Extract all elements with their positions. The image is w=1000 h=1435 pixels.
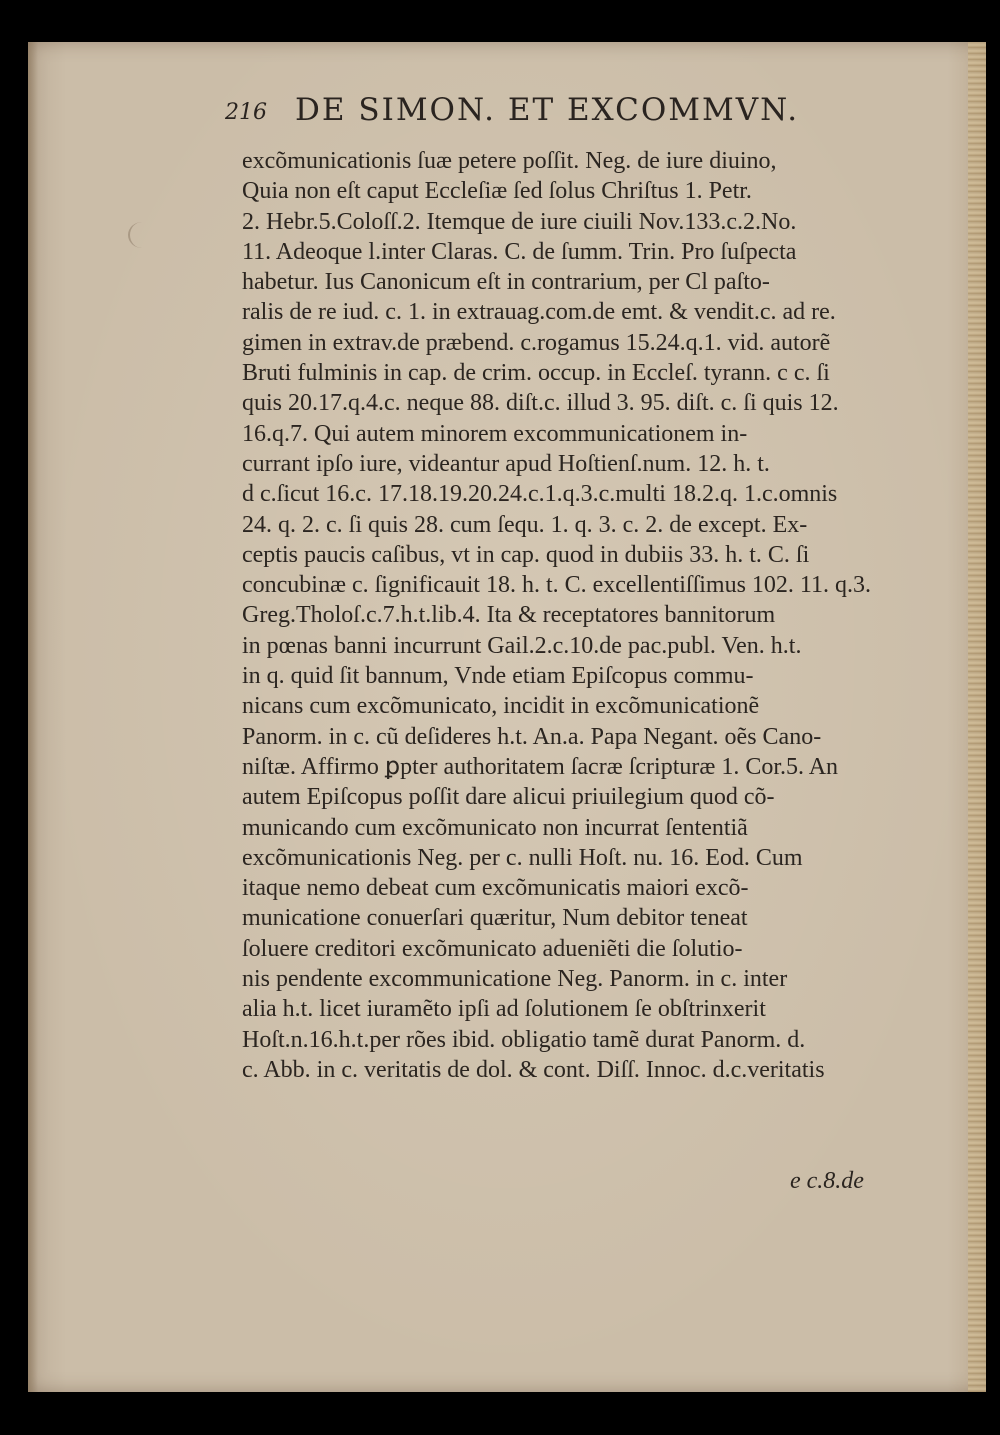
text-line: itaque nemo debeat cum excõmunicatis maiori excõ- xyxy=(242,875,749,902)
text-line: alia h.t. licet iuramẽto ipſi ad ſolutionem ſe obſtrinxerit xyxy=(242,996,766,1023)
text-line: currant ipſo iure, videantur apud Hoſtienſ.num. 12. h. t. xyxy=(242,450,770,477)
text-line: Greg.Tholoſ.c.7.h.t.lib.4. Ita & receptatores bannitorum xyxy=(242,602,776,629)
text-line: Bruti fulminis in cap. de crim. occup. in Eccleſ. tyrann. c c. ſi xyxy=(242,360,830,387)
text-line: ceptis paucis caſibus, vt in cap. quod in dubiis 33. h. t. C. ſi xyxy=(242,541,810,568)
text-line: municando cum excõmunicato non incurrat ſententiã xyxy=(242,814,748,841)
running-title: DE SIMON. ET EXCOMMVN. xyxy=(295,92,800,128)
page-gutter-shadow xyxy=(28,42,38,1392)
text-line: in pœnas banni incurrunt Gail.2.c.10.de pac.publ. Ven. h.t. xyxy=(242,632,802,659)
text-line: concubinæ c. ſignificauit 18. h. t. C. excellentiſſimus 102. 11. q.3. xyxy=(242,572,872,599)
page-number: 216 xyxy=(225,100,267,125)
body-text xyxy=(242,146,902,1085)
text-line: 2. Hebr.5.Coloſſ.2. Itemque de iure ciuili Nov.133.c.2.No. xyxy=(242,208,797,235)
catchword: e c.8.de xyxy=(790,1168,864,1194)
text-line: nis pendente excommunicatione Neg. Panorm. in c. inter xyxy=(242,966,788,993)
text-line: 16.q.7. Qui autem minorem excommunicationem in- xyxy=(242,420,748,447)
text-line: quis 20.17.q.4.c. neque 88. diſt.c. illud 3. 95. diſt. c. ſi quis 12. xyxy=(242,390,839,417)
text-line: autem Epiſcopus poſſit dare alicui priuilegium quod cõ- xyxy=(242,784,775,811)
text-line: ralis de re iud. c. 1. in extrauag.com.de emt. & vendit.c. ad re. xyxy=(242,299,836,326)
text-line: habetur. Ius Canonicum eſt in contrarium, per Cl paſto- xyxy=(242,269,770,296)
text-line: 11. Adeoque l.inter Claras. C. de ſumm. Trin. Pro ſuſpecta xyxy=(242,238,797,265)
text-line: gimen in extrav.de præbend. c.rogamus 15.24.q.1. vid. autorẽ xyxy=(242,329,831,356)
text-line: ſoluere creditori excõmunicato adueniẽti die ſolutio- xyxy=(242,935,743,962)
text-line: municatione conuerſari quæritur, Num debitor teneat xyxy=(242,905,748,932)
text-line: d c.ſicut 16.c. 17.18.19.20.24.c.1.q.3.c.multi 18.2.q. 1.c.omnis xyxy=(242,481,838,508)
text-line: 24. q. 2. c. ſi quis 28. cum ſequ. 1. q. 3. c. 2. de except. Ex- xyxy=(242,511,808,538)
text-line: Quia non eſt caput Eccleſiæ ſed ſolus Chriſtus 1. Petr. xyxy=(242,178,752,205)
text-line: Panorm. in c. cũ deſideres h.t. An.a. Papa Negant. oẽs Cano- xyxy=(242,723,822,750)
text-line: c. Abb. in c. veritatis de dol. & cont. Diſſ. Innoc. d.c.veritatis xyxy=(242,1056,825,1083)
text-line: Hoſt.n.16.h.t.per rões ibid. obligatio tamẽ durat Panorm. d. xyxy=(242,1026,806,1053)
text-line: nicans cum excõmunicato, incidit in excõmunicationẽ xyxy=(242,693,760,720)
text-line: niſtæ. Affirmo ꝑpter authoritatem ſacræ ſcripturæ 1. Cor.5. An xyxy=(242,753,839,780)
text-line: excõmunicationis ſuæ petere poſſit. Neg. de iure diuino, xyxy=(242,148,777,174)
page-fore-edge xyxy=(968,42,986,1392)
text-line: excõmunicationis Neg. per c. nulli Hoſt. nu. 16. Eod. Cum xyxy=(242,844,803,871)
margin-mark xyxy=(128,222,156,248)
text-line: in q. quid ſit bannum, Vnde etiam Epiſcopus commu- xyxy=(242,663,754,690)
page-header xyxy=(225,92,875,136)
